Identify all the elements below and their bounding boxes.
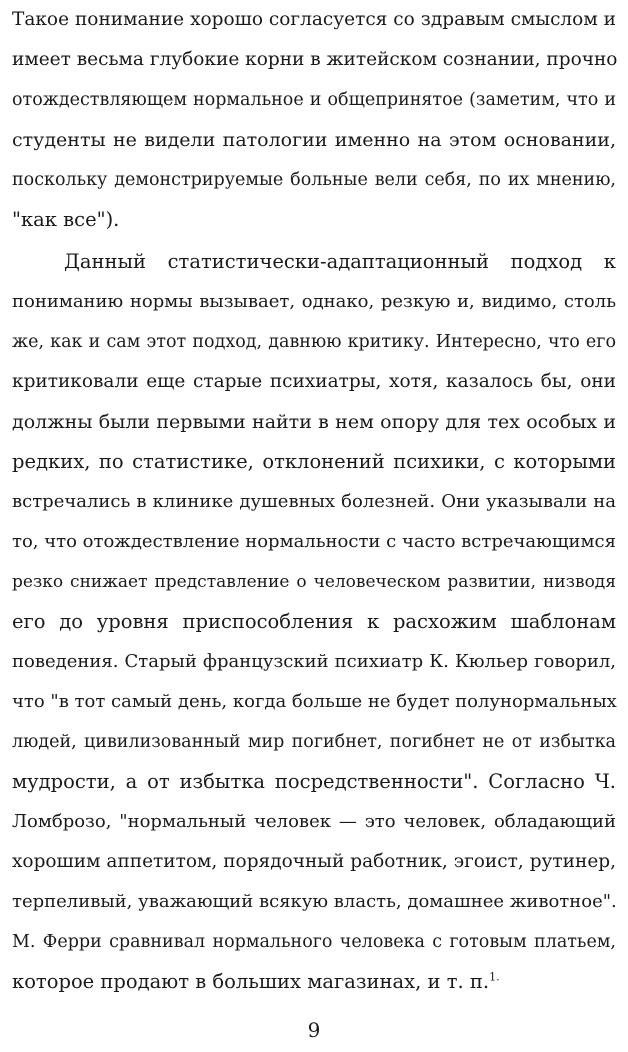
paragraph-2-line-4: критиковали еще старые психиатры, хотя, казалось бы, они	[12, 371, 616, 392]
paragraph-2-line-3: же, как и сам этот подход, давнюю критику. Интересно, что его	[12, 332, 616, 352]
paragraph-2-line-10: его до уровня приспособления к расхожим шаблонам	[12, 610, 616, 633]
paragraph-1-line-3: отождествляющем нормальное и общепринятое (заметим, что и	[12, 90, 616, 110]
paragraph-2-line-19-text: которое продают в больших магазинах, и т. п.	[12, 970, 490, 993]
paragraph-2-line-18: М. Ферри сравнивал нормального человека с готовым платьем,	[12, 932, 616, 952]
paragraph-2-line-17: терпеливый, уважающий всякую власть, домашнее животное".	[12, 891, 617, 912]
footnote-reference[interactable]: 1.	[489, 970, 500, 984]
paragraph-2-line-5: должны были первыми найти в нем опору для тех особых и	[12, 411, 616, 433]
paragraph-2-line-9: резко снижает представление о человеческом развитии, низводя	[12, 572, 616, 592]
page-number: 9	[307, 1018, 321, 1042]
paragraph-1-line-5: поскольку демонстрируемые больные вели себя, по их мнению,	[12, 170, 616, 190]
paragraph-2-line-11: поведения. Старый французский психиатр К. Кюльер говорил,	[12, 651, 616, 672]
paragraph-1-line-6: "как все").	[12, 208, 120, 231]
paragraph-1-line-1: Такое понимание хорошо согласуется со здравым смыслом и	[12, 9, 616, 30]
paragraph-2-line-1: Данный статистически-адаптационный подход к	[64, 250, 616, 273]
paragraph-1-line-2: имеет весьма глубокие корни в житейском сознании, прочно	[12, 49, 618, 70]
paragraph-2-line-15: Ломброзо, "нормальный человек — это человек, обладающий	[12, 811, 616, 832]
paragraph-2-line-13: людей, цивилизованный мир погибнет, погибнет не от избытка	[12, 732, 616, 752]
paragraph-2-line-12: что "в тот самый день, когда больше не будет полунормальных	[12, 691, 617, 712]
paragraph-2-line-16: хорошим аппетитом, порядочный работник, эгоист, рутинер,	[12, 851, 616, 872]
paragraph-2-line-2: пониманию нормы вызывает, однако, резкую и, видимо, столь	[12, 291, 616, 312]
paragraph-1-line-4: студенты не видели патологии именно на этом основании,	[12, 129, 616, 151]
paragraph-2-line-8: то, что отождествление нормальности с часто встречающимся	[12, 531, 616, 552]
paragraph-2-line-6: редких, по статистике, отклонений психики, с которыми	[12, 450, 616, 473]
paragraph-2-line-7: встречались в клинике душевных болезней. Они указывали на	[12, 491, 616, 512]
paragraph-2-line-19	[12, 962, 616, 1002]
paragraph-2-line-14: мудрости, а от избытка посредственности". Согласно Ч.	[12, 770, 616, 793]
